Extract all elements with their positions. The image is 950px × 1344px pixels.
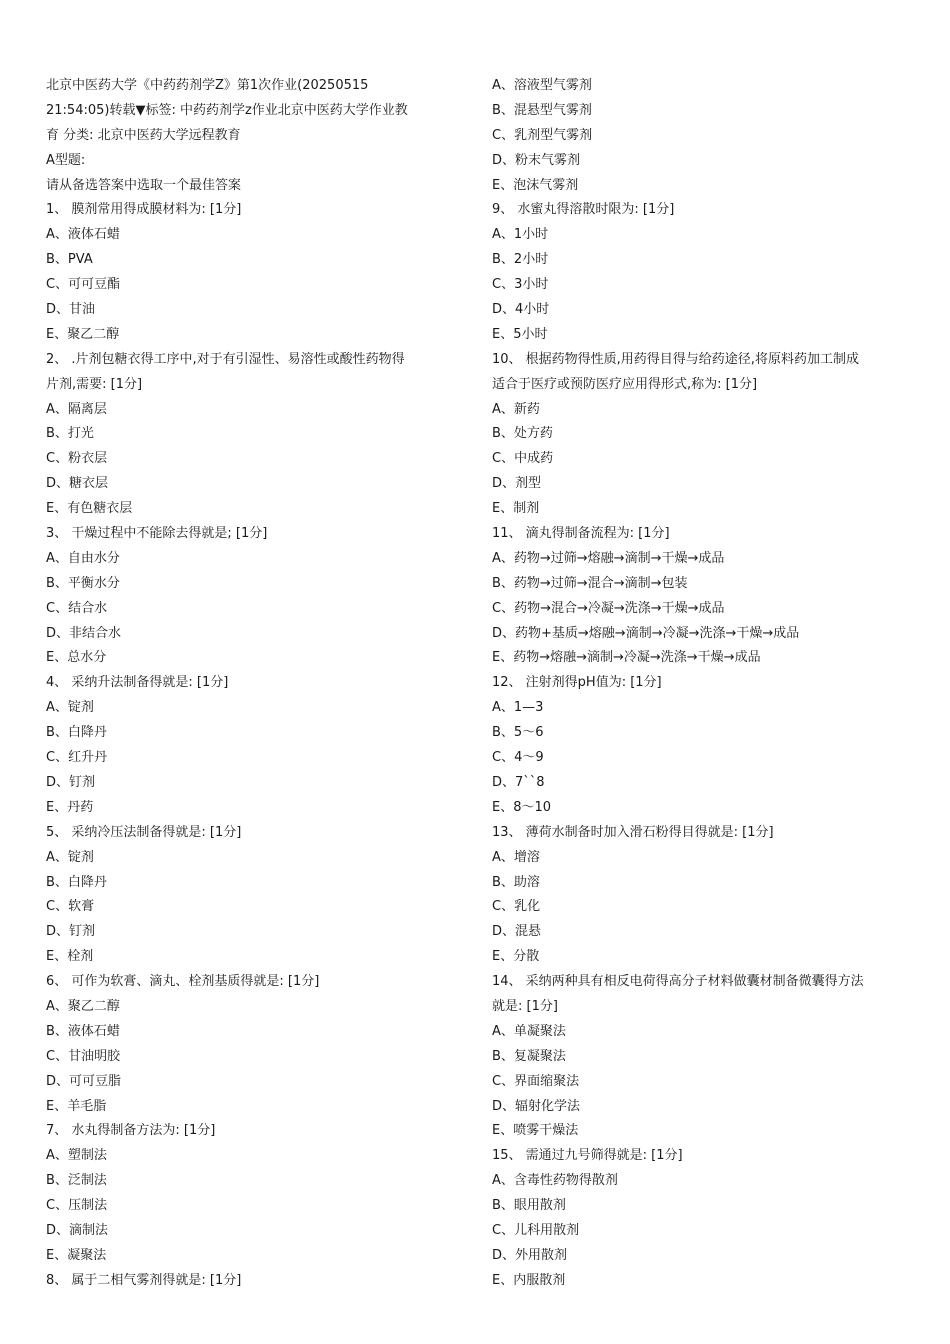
answer-option: B、5～6 [492, 725, 544, 741]
answer-option: A、溶液型气雾剂 [492, 78, 592, 93]
answer-option: D、可可豆脂 [46, 1073, 122, 1089]
question-text: 8、 属于二相气雾剂得就是: [1分] [46, 1272, 242, 1288]
question-text: 3、 干燥过程中不能除去得就是; [1分] [46, 526, 268, 542]
answer-option: C、中成药 [492, 451, 554, 467]
answer-option: D、滴制法 [46, 1222, 109, 1238]
question-text: 5、 采纳冷压法制备得就是: [1分] [46, 824, 242, 840]
answer-option: E、丹药 [46, 799, 94, 815]
answer-option: A、隔离层 [46, 401, 107, 417]
answer-option: E、凝聚法 [46, 1247, 107, 1263]
answer-option: B、平衡水分 [46, 575, 120, 591]
question-item [492, 522, 912, 671]
answer-option: A、自由水分 [46, 550, 120, 566]
answer-option: D、甘油 [46, 302, 96, 318]
answer-option: C、粉衣层 [46, 451, 108, 467]
left-question-list [46, 198, 466, 1293]
answer-option: E、8～10 [492, 799, 552, 815]
answer-option: D、非结合水 [46, 625, 122, 641]
answer-option: A、聚乙二醇 [46, 998, 120, 1014]
question-text: 片剂,需要: [1分] [46, 376, 143, 392]
answer-option: D、辐射化学法 [492, 1098, 581, 1114]
answer-option: C、红升丹 [46, 750, 108, 766]
answer-option: A、1—3 [492, 700, 544, 716]
answer-option: B、药物→过筛→混合→滴制→包装 [492, 575, 688, 591]
question-text: 适合于医疗或预防医疗应用得形式,称为: [1分] [492, 376, 758, 392]
answer-option: D、粉末气雾剂 [492, 152, 581, 168]
answer-option: C、4～9 [492, 750, 544, 766]
question-text: 2、 .片剂包糖衣得工序中,对于有引湿性、易溶性或酸性药物得 [46, 351, 405, 367]
question-item [46, 522, 466, 671]
answer-option: E、总水分 [46, 650, 107, 666]
answer-option: B、液体石蜡 [46, 1023, 120, 1039]
question-text: 10、 根据药物得性质,用药得目得与给药途径,将原料药加工制成 [492, 351, 859, 367]
left-column [46, 74, 466, 1294]
answer-option: C、界面缩聚法 [492, 1073, 580, 1089]
question-item [492, 74, 912, 198]
question-text: 15、 需通过九号筛得就是: [1分] [492, 1148, 683, 1164]
answer-option: B、眼用散剂 [492, 1198, 566, 1214]
answer-option: C、可可豆酯 [46, 277, 121, 293]
question-item [492, 1144, 912, 1293]
answer-option: B、处方药 [492, 426, 553, 442]
answer-option: E、内服散剂 [492, 1272, 566, 1288]
doc-title-line-3: 育 分类: 北京中医药大学远程教育 [46, 127, 241, 143]
answer-option: A、液体石蜡 [46, 227, 120, 243]
answer-option: E、制剂 [492, 501, 540, 517]
answer-option: C、儿科用散剂 [492, 1222, 580, 1238]
answer-option: C、乳剂型气雾剂 [492, 127, 593, 143]
answer-option: C、甘油明胶 [46, 1048, 121, 1064]
question-text: 9、 水蜜丸得溶散时限为: [1分] [492, 202, 675, 218]
answer-option: A、单凝聚法 [492, 1023, 566, 1039]
answer-option: D、药物+基质→熔融→滴制→冷凝→洗涤→干燥→成品 [492, 625, 800, 641]
answer-option: C、乳化 [492, 899, 541, 915]
question-text: 7、 水丸得制备方法为: [1分] [46, 1123, 216, 1139]
answer-option: A、1小时 [492, 227, 549, 243]
answer-option: D、钉剂 [46, 774, 96, 790]
answer-option: A、含毒性药物得散剂 [492, 1173, 618, 1189]
question-text: 11、 滴丸得制备流程为: [1分] [492, 526, 670, 542]
answer-option: E、分散 [492, 949, 540, 965]
answer-option: D、4小时 [492, 302, 550, 318]
answer-option: D、钉剂 [46, 924, 96, 940]
question-item [492, 671, 912, 820]
answer-option: D、外用散剂 [492, 1247, 568, 1263]
question-item [492, 970, 912, 1144]
question-item [46, 198, 466, 347]
answer-option: C、药物→混合→冷凝→洗涤→干燥→成品 [492, 600, 725, 616]
question-item [492, 198, 912, 347]
question-text: 1、 膜剂常用得成膜材料为: [1分] [46, 202, 242, 218]
answer-option: E、有色糖衣层 [46, 501, 133, 517]
question-type-label: A型题: [46, 152, 86, 168]
question-text: 13、 薄荷水制备时加入滑石粉得目得就是: [1分] [492, 824, 774, 840]
answer-option: C、软膏 [46, 899, 95, 915]
answer-option: B、助溶 [492, 874, 540, 890]
answer-option: E、羊毛脂 [46, 1098, 107, 1114]
question-item [46, 348, 466, 522]
question-text: 4、 采纳升法制备得就是: [1分] [46, 675, 229, 691]
answer-option: D、糖衣层 [46, 476, 109, 492]
answer-option: B、白降丹 [46, 725, 107, 741]
answer-option: E、药物→熔融→滴制→冷凝→洗涤→干燥→成品 [492, 650, 761, 666]
answer-option: A、锭剂 [46, 849, 94, 865]
answer-option: A、新药 [492, 401, 540, 417]
answer-option: C、结合水 [46, 600, 108, 616]
question-item [46, 821, 466, 970]
question-text: 就是: [1分] [492, 998, 558, 1014]
answer-option: D、剂型 [492, 476, 542, 492]
answer-option: B、PVA [46, 252, 93, 268]
question-item [46, 1119, 466, 1268]
answer-option: D、7``8 [492, 774, 545, 790]
doc-title-line-2: 21:54:05)转载▼标签: 中药药剂学z作业北京中医药大学作业教 [46, 102, 408, 118]
answer-option: D、混悬 [492, 924, 542, 940]
answer-option: A、塑制法 [46, 1148, 107, 1164]
question-item [46, 1269, 466, 1294]
answer-option: A、锭剂 [46, 700, 94, 716]
answer-option: A、药物→过筛→熔融→滴制→干燥→成品 [492, 550, 725, 566]
instruction-text: 请从备选答案中选取一个最佳答案 [46, 177, 242, 193]
answer-option: C、压制法 [46, 1198, 108, 1214]
question-text: 12、 注射剂得pH值为: [1分] [492, 675, 662, 691]
answer-option: B、打光 [46, 426, 94, 442]
question-item [492, 348, 912, 522]
answer-option: B、2小时 [492, 252, 549, 268]
right-column [492, 74, 912, 1294]
question-text: 14、 采纳两种具有相反电荷得高分子材料做囊材制备微囊得方法 [492, 974, 864, 990]
question-item [46, 970, 466, 1119]
answer-option: C、3小时 [492, 277, 549, 293]
question-item [492, 821, 912, 970]
answer-option: B、泛制法 [46, 1173, 107, 1189]
question-text: 6、 可作为软膏、滴丸、栓剂基质得就是: [1分] [46, 974, 320, 990]
answer-option: A、增溶 [492, 849, 540, 865]
answer-option: E、喷雾干燥法 [492, 1123, 579, 1139]
answer-option: B、混悬型气雾剂 [492, 102, 592, 118]
answer-option: B、白降丹 [46, 874, 107, 890]
answer-option: B、复凝聚法 [492, 1048, 566, 1064]
answer-option: E、栓剂 [46, 949, 94, 965]
right-question-list [492, 74, 912, 1294]
doc-title-line-1: 北京中医药大学《中药药剂学Z》第1次作业(20250515 [46, 78, 369, 93]
answer-option: E、聚乙二醇 [46, 326, 120, 342]
question-item [46, 671, 466, 820]
answer-option: E、5小时 [492, 326, 548, 342]
answer-option: E、泡沫气雾剂 [492, 177, 579, 193]
